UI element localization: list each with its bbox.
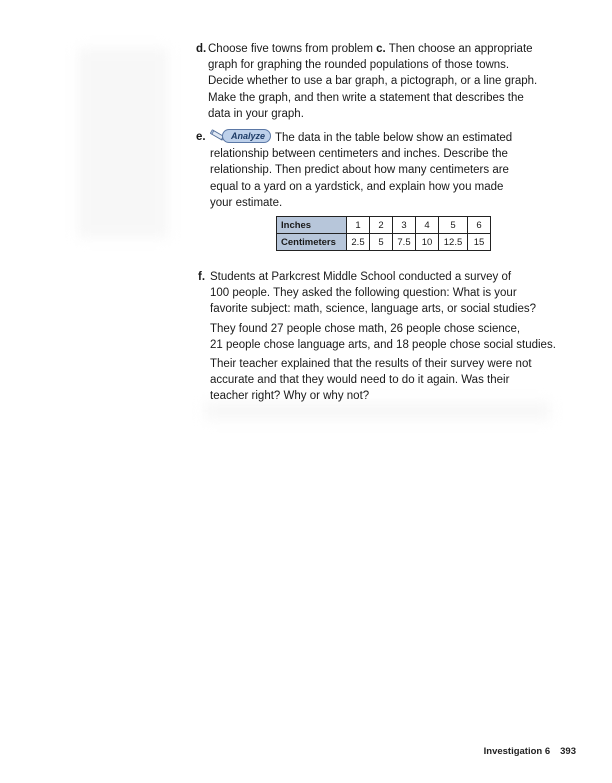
- analyze-badge: [210, 129, 271, 143]
- problem-d-line: data in your graph.: [208, 107, 304, 120]
- problem-e-line: relationship. Then predict about how many centimeters are: [210, 164, 509, 177]
- table-row: [277, 217, 491, 234]
- problem-e-line: equal to a yard on a yardstick, and explain how you made: [210, 180, 504, 193]
- problem-f-line: 100 people. They asked the following question: What is your: [210, 287, 517, 300]
- problem-f-line: 21 people chose language arts, and 18 people chose social studies.: [210, 338, 556, 351]
- table-cell: 2.5: [347, 234, 370, 251]
- problem-d-line: Decide whether to use a bar graph, a pictograph, or a line graph.: [208, 75, 538, 88]
- problem-f-line: teacher right? Why or why not?: [210, 390, 370, 403]
- problem-e-letter: e.: [196, 131, 206, 143]
- problem-d-line: graph for graphing the rounded populations of those towns.: [208, 59, 510, 72]
- table-cell: 6: [468, 217, 491, 234]
- table-cell: 3: [393, 217, 416, 234]
- table-cell: 2: [370, 217, 393, 234]
- problem-f-paragraph: [210, 269, 580, 318]
- problem-d-text: [208, 41, 568, 122]
- problem-e-text: [210, 129, 570, 211]
- problem-f-line: favorite subject: math, science, language arts, or social studies?: [210, 303, 537, 316]
- problem-f-paragraph: [210, 321, 580, 353]
- problem-f-line: Their teacher explained that the results of their survey were not: [210, 358, 532, 371]
- problem-d: [196, 41, 568, 122]
- table-cell: 12.5: [439, 234, 468, 251]
- table-cell: 5: [370, 234, 393, 251]
- row-header: Centimeters: [277, 234, 347, 251]
- problem-f-line: Students at Parkcrest Middle School conducted a survey of: [210, 271, 512, 283]
- problem-f-line: accurate and that they would need to do it again. Was their: [210, 374, 510, 387]
- problem-e-line: Analyze The data in the table below show an estimated: [210, 129, 570, 146]
- problem-d-line: Make the graph, and then write a statement that describes the: [208, 91, 524, 104]
- row-header: Inches: [277, 217, 347, 234]
- table-cell: 5: [439, 217, 468, 234]
- problem-d-letter: d.: [196, 43, 207, 55]
- table-row: [277, 234, 491, 251]
- table-cell: 15: [468, 234, 491, 251]
- table-cell: 7.5: [393, 234, 416, 251]
- problem-e-line: relationship between centimeters and inches. Describe the: [210, 148, 508, 161]
- section-label: Investigation 6: [483, 746, 551, 757]
- problem-e: [196, 129, 570, 211]
- background-smudge: [78, 48, 168, 238]
- analyze-label: Analyze: [222, 129, 271, 143]
- background-smudge: [205, 402, 550, 420]
- problem-f-letter: f.: [198, 271, 206, 283]
- table-cell: 4: [416, 217, 439, 234]
- table-cell: 10: [416, 234, 439, 251]
- page-footer: [484, 746, 576, 757]
- problem-f: [198, 269, 580, 405]
- problem-f-paragraph: [210, 356, 580, 405]
- page-number: 393: [560, 746, 576, 757]
- inches-centimeters-table: [276, 216, 491, 251]
- problem-f-line: They found 27 people chose math, 26 people chose science,: [210, 322, 521, 335]
- problem-e-line: your estimate.: [210, 196, 283, 209]
- table-cell: 1: [347, 217, 370, 234]
- problem-d-line: Choose five towns from problem c. Then choose an appropriate: [208, 43, 533, 55]
